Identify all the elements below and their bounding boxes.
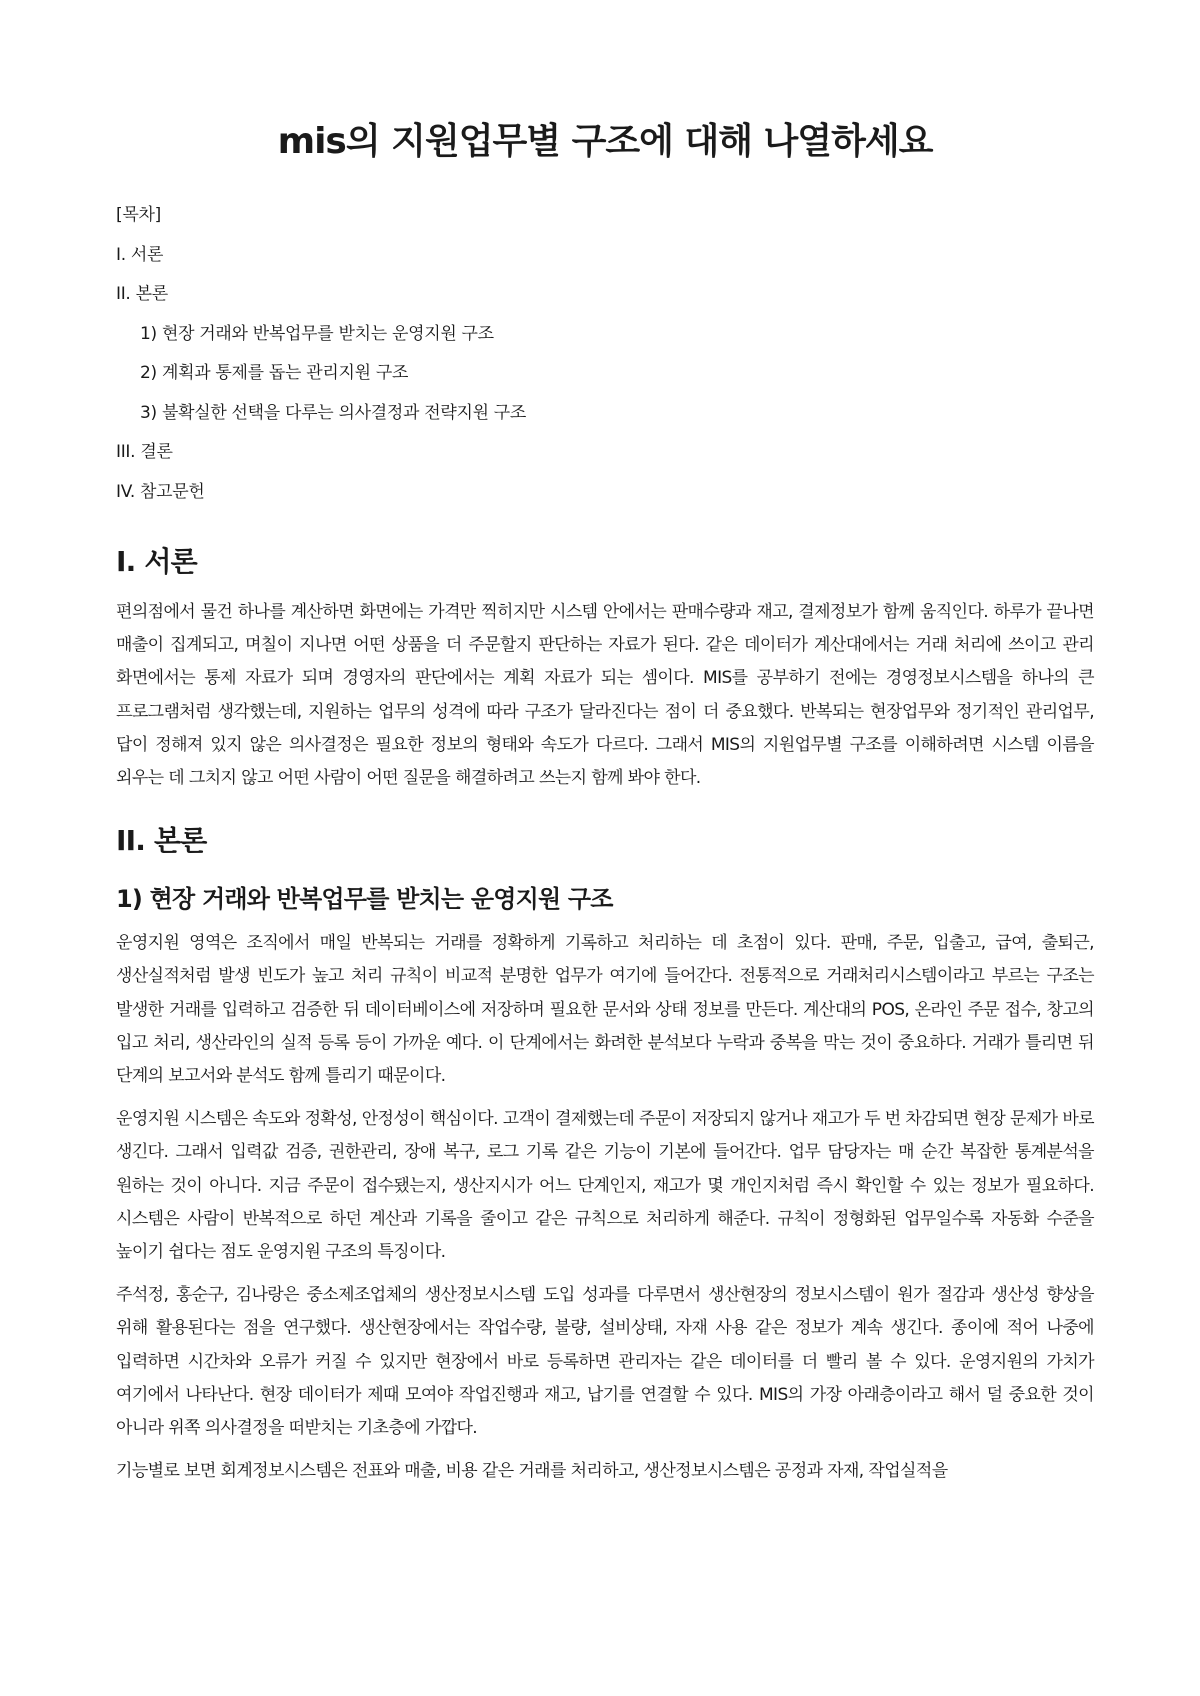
toc-item-body: II. 본론	[116, 284, 168, 304]
document-title: mis의 지원업무별 구조에 대해 나열하세요	[277, 121, 933, 162]
toc-heading: [목차]	[116, 205, 161, 225]
toc-item-operational-support: 1) 현장 거래와 반복업무를 받치는 운영지원 구조	[140, 323, 494, 344]
introduction-paragraph: 편의점에서 물건 하나를 계산하면 화면에는 가격만 찍히지만 시스템 안에서는 판매수량과 재고, 결제정보가 함께 움직인다. 하루가 끝나면 매출이 집계되고, 며칠이 지나면 어떤 상품을 더 주문할지 판단하는 자료가 된다. 같은 데이터가 계산대에서는 거래 처리에 쓰이고 관리 화면에서는 통제 자료가 되며 경영자의 판단에서는 계획 자료가 되는 셈이다. MIS를 공부하기 전에는 경영정보시스템을 하나의 큰 프로그램처럼 생각했는데, 지원하는 업무의 성격에 따라 구조가 달라진다는 점이 더 중요했다. 반복되는 현장업무와 정기적인 관리업무, 답이 정해져 있지 않은 의사결정은 필요한 정보의 형태와 속도가 다르다. 그래서 MIS의 지원업무별 구조를 이해하려면 시스템 이름을 외우는 데 그치지 않고 어떤 사람이 어떤 질문을 해결하려고 쓰는지 함께 봐야 한다.	[116, 602, 1094, 789]
toc-item-references: IV. 참고문헌	[116, 481, 205, 502]
toc-item-management-support: 2) 계획과 통제를 돕는 관리지원 구조	[140, 363, 409, 383]
toc-item-conclusion: III. 결론	[116, 442, 173, 462]
toc-item-introduction: I. 서론	[116, 244, 164, 265]
table-of-contents	[116, 196, 1094, 512]
introduction-heading: I. 서론	[116, 545, 197, 578]
introduction-section	[116, 538, 1094, 795]
body-paragraph: 기능별로 보면 회계정보시스템은 전표와 매출, 비용 같은 거래를 처리하고, 생산정보시스템은 공정과 자재, 작업실적을	[116, 1461, 948, 1482]
toc-item-decision-support: 3) 불확실한 선택을 다루는 의사결정과 전략지원 구조	[140, 402, 527, 423]
operational-support-heading: 1) 현장 거래와 반복업무를 받치는 운영지원 구조	[116, 885, 613, 914]
body-paragraph: 운영지원 영역은 조직에서 매일 반복되는 거래를 정확하게 기록하고 처리하는 데 초점이 있다. 판매, 주문, 입출고, 급여, 출퇴근, 생산실적처럼 발생 빈도가 높고 처리 규칙이 비교적 분명한 업무가 여기에 들어간다. 전통적으로 거래처리시스템이라고 부르는 구조는 발생한 거래를 입력하고 검증한 뒤 데이터베이스에 저장하며 필요한 문서와 상태 정보를 만든다. 계산대의 POS, 온라인 주문 접수, 창고의 입고 처리, 생산라인의 실적 등록 등이 가까운 예다. 이 단계에서는 화려한 분석보다 누락과 중복을 막는 것이 중요하다. 거래가 틀리면 뒤 단계의 보고서와 분석도 함께 틀리기 때문이다.	[116, 933, 1094, 1087]
body-section	[116, 817, 1094, 1488]
body-heading: II. 본론	[116, 824, 207, 858]
body-paragraph: 운영지원 시스템은 속도와 정확성, 안정성이 핵심이다. 고객이 결제했는데 주문이 저장되지 않거나 재고가 두 번 차감되면 현장 문제가 바로 생긴다. 그래서 입력값 검증, 권한관리, 장애 복구, 로그 기록 같은 기능이 기본에 들어간다. 업무 담당자는 매 순간 복잡한 통계분석을 원하는 것이 아니다. 지금 주문이 접수됐는지, 생산지시가 어느 단계인지, 재고가 몇 개인지처럼 즉시 확인할 수 있는 정보가 필요하다. 시스템은 사람이 반복적으로 하던 계산과 기록을 줄이고 같은 규칙으로 처리하게 해준다. 규칙이 정형화된 업무일수록 자동화 수준을 높이기 쉽다는 점도 운영지원 구조의 특징이다.	[116, 1109, 1094, 1263]
body-paragraph: 주석정, 홍순구, 김나랑은 중소제조업체의 생산정보시스템 도입 성과를 다루면서 생산현장의 정보시스템이 원가 절감과 생산성 향상을 위해 활용된다는 점을 연구했다. 생산현장에서는 작업수량, 불량, 설비상태, 자재 사용 같은 정보가 계속 생긴다. 종이에 적어 나중에 입력하면 시간차와 오류가 커질 수 있지만 현장에서 바로 등록하면 관리자는 같은 데이터를 더 빨리 볼 수 있다. 운영지원의 가치가 여기에서 나타난다. 현장 데이터가 제때 모여야 작업진행과 재고, 납기를 연결할 수 있다. MIS의 가장 아래층이라고 해서 덜 중요한 것이 아니라 위쪽 의사결정을 떠받치는 기초층에 가깝다.	[116, 1285, 1094, 1439]
